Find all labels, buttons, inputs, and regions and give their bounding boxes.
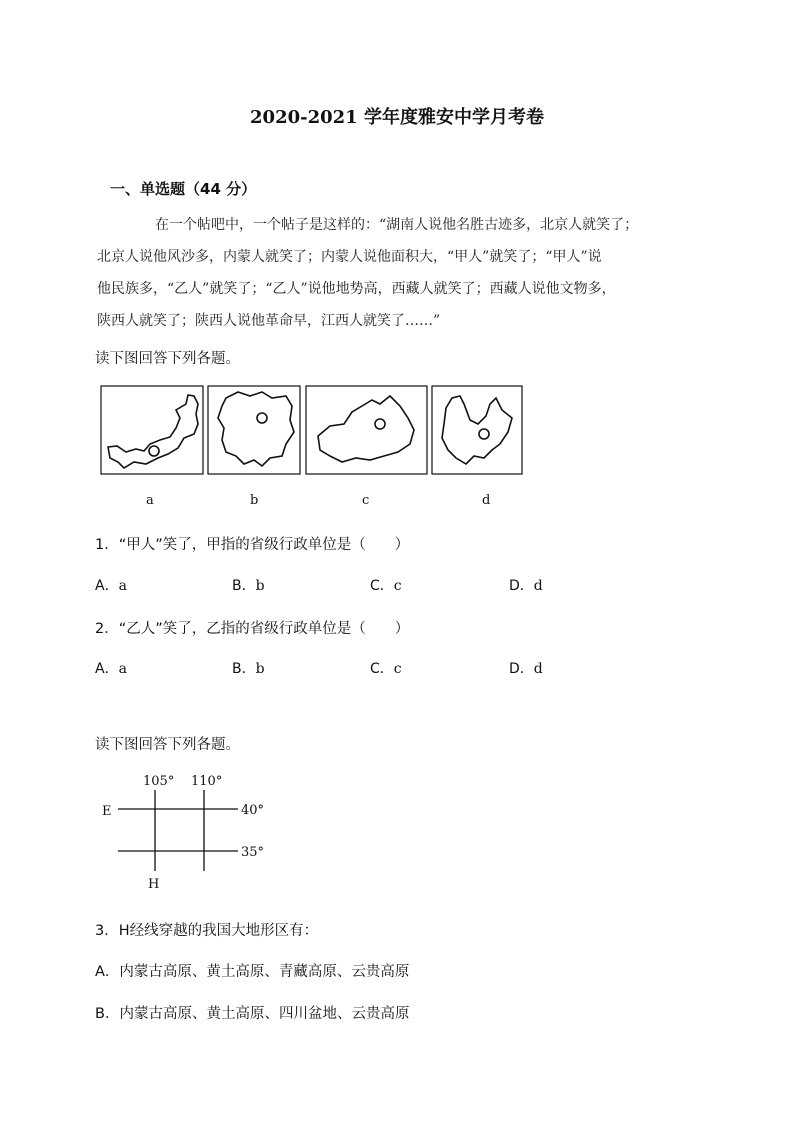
- passage-line-2: 北京人说他风沙多，内蒙人就笑了；内蒙人说他面积大，“甲人”就笑了；“甲人”说: [97, 249, 602, 265]
- option-key: C．: [370, 661, 394, 677]
- passage-line-1: 在一个帖吧中，一个帖子是这样的：“湖南人说他名胜古迹多，北京人就笑了；: [155, 217, 639, 233]
- option-key: A．: [95, 661, 119, 677]
- map-label-c: c: [362, 493, 370, 508]
- lon-110-label: 110°: [191, 774, 223, 789]
- q3-stem: 3．H经线穿越的我国大地形区有：: [95, 923, 319, 939]
- option-key: C．: [370, 578, 394, 594]
- q1-stem: 1．“甲人”笑了，甲指的省级行政单位是（ ）: [95, 537, 410, 553]
- passage-line-4: 陕西人就笑了；陕西人说他革命早，江西人就笑了……”: [97, 313, 441, 329]
- option-key: B．: [232, 661, 256, 677]
- lat-35-label: 35°: [241, 845, 265, 860]
- option-value: b: [255, 578, 265, 594]
- q3-option-b[interactable]: [95, 1002, 409, 1023]
- option-text: 内蒙古高原、黄土高原、四川盆地、云贵高原: [119, 1006, 410, 1022]
- option-value: c: [393, 661, 402, 677]
- e-label: E: [102, 804, 112, 819]
- figure1-intro: 读下图回答下列各题。: [95, 351, 240, 367]
- option-value: d: [533, 661, 543, 677]
- map-label-d: d: [482, 493, 491, 508]
- option-value: b: [255, 661, 265, 677]
- option-value: a: [118, 578, 127, 594]
- q2-stem: 2．“乙人”笑了，乙指的省级行政单位是（ ）: [95, 621, 410, 637]
- option-key: A．: [95, 964, 120, 980]
- map-label-a: a: [146, 493, 154, 508]
- section-heading: 一、单选题（44 分）: [110, 180, 257, 198]
- lon-105-label: 105°: [143, 774, 175, 789]
- figure2-intro: 读下图回答下列各题。: [95, 737, 240, 753]
- option-key: A．: [95, 578, 119, 594]
- passage-line-3: 他民族多，“乙人”就笑了；“乙人”说他地势高，西藏人就笑了；西藏人说他文物多，: [97, 281, 616, 297]
- option-key: B．: [95, 1006, 120, 1022]
- q3-option-a[interactable]: [95, 960, 409, 981]
- option-text: 内蒙古高原、黄土高原、青藏高原、云贵高原: [119, 964, 410, 980]
- document-title: 2020-2021 学年度雅安中学月考卷: [250, 107, 544, 128]
- option-value: a: [118, 661, 127, 677]
- option-value: d: [533, 578, 543, 594]
- option-value: c: [393, 578, 402, 594]
- option-key: D．: [509, 578, 534, 594]
- lat-40-label: 40°: [241, 803, 265, 818]
- option-key: B．: [232, 578, 256, 594]
- map-label-b: b: [250, 493, 259, 508]
- h-label: H: [148, 877, 160, 892]
- option-key: D．: [509, 661, 534, 677]
